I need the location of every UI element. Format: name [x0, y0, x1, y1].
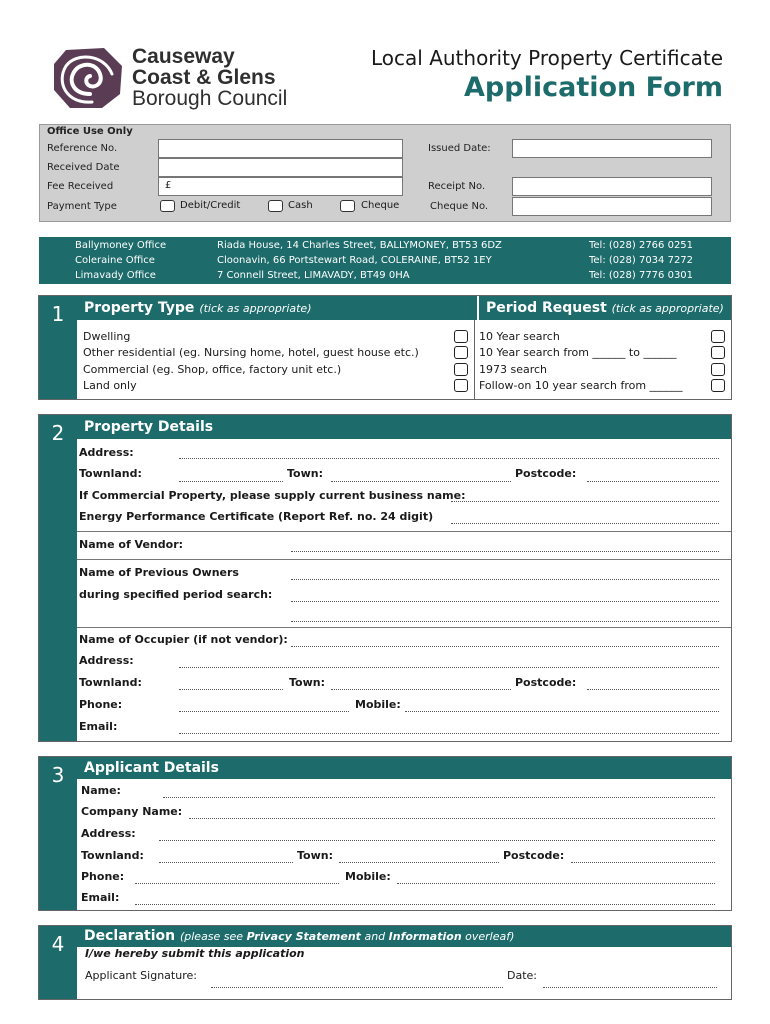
applicant-address-line[interactable] — [159, 840, 715, 841]
section-number: 2 — [39, 415, 77, 741]
period-request-hint: (tick as appropriate) — [611, 302, 724, 315]
postcode-line[interactable] — [587, 481, 719, 482]
applicant-email-line[interactable] — [135, 904, 715, 905]
section-property-details — [38, 414, 732, 742]
occupier-phone-line[interactable] — [179, 711, 349, 712]
commercial-checkbox[interactable] — [454, 363, 468, 376]
council-name-line1: Causeway — [132, 45, 235, 68]
occupier-phone-label: Phone: — [79, 698, 123, 711]
other-residential-checkbox[interactable] — [454, 346, 468, 359]
council-logo-mark — [52, 46, 124, 110]
business-name-line[interactable] — [451, 501, 719, 502]
section-declaration — [38, 925, 732, 1000]
received-date-field[interactable] — [158, 158, 403, 177]
occupier-mobile-line[interactable] — [405, 711, 719, 712]
office-addresses — [217, 238, 502, 283]
office-phone: Tel: (028) 2766 0251 — [589, 240, 694, 251]
cheque-checkbox[interactable] — [340, 200, 355, 212]
office-address: 7 Connell Street, LIMAVADY, BT49 0HA — [217, 270, 410, 281]
occupier-address-label: Address: — [79, 654, 134, 667]
town-line[interactable] — [331, 481, 511, 482]
form-title: Application Form — [464, 72, 723, 103]
declaration-header — [77, 926, 731, 947]
applicant-townland-label: Townland: — [81, 849, 144, 862]
occupier-label: Name of Occupier (if not vendor): — [79, 633, 288, 646]
applicant-phone-line[interactable] — [135, 883, 339, 884]
commercial-label: If Commercial Property, please supply current business name: — [79, 489, 466, 502]
occupier-line[interactable] — [291, 646, 719, 647]
applicant-address-label: Address: — [81, 827, 136, 840]
section-applicant-details — [38, 756, 732, 911]
cheque-label: Cheque — [361, 200, 400, 211]
applicant-mobile-label: Mobile: — [345, 870, 391, 883]
office-phone: Tel: (028) 7776 0301 — [589, 270, 694, 281]
applicant-postcode-label: Postcode: — [503, 849, 565, 862]
council-name — [132, 46, 287, 109]
fee-received-field[interactable] — [158, 177, 403, 196]
debit-credit-label: Debit/Credit — [180, 200, 241, 211]
office-phone: Tel: (028) 7034 7272 — [589, 255, 694, 266]
section-number: 4 — [39, 926, 77, 999]
property-type-title: Property Type — [84, 300, 195, 316]
office-address: Riada House, 14 Charles Street, BALLYMONEY, BT53 6DZ — [217, 240, 502, 251]
office-name: Limavady Office — [75, 270, 156, 281]
issued-date-field[interactable] — [512, 139, 712, 158]
occupier-address-line[interactable] — [179, 667, 719, 668]
office-name: Ballymoney Office — [75, 240, 167, 251]
search-1973-checkbox[interactable] — [711, 363, 725, 376]
submit-statement: I/we hereby submit this application — [85, 947, 305, 960]
office-use-panel — [39, 124, 731, 222]
office-use-heading: Office Use Only — [47, 126, 133, 137]
epc-label: Energy Performance Certificate (Report Ref. no. 24 digit) — [79, 510, 434, 523]
declaration-title: Declaration — [84, 928, 176, 944]
epc-line[interactable] — [451, 523, 719, 524]
applicant-name-label: Name: — [81, 784, 121, 797]
cheque-no-label: Cheque No. — [430, 201, 489, 212]
cheque-no-field[interactable] — [512, 197, 712, 216]
previous-owners-line[interactable] — [291, 601, 719, 602]
office-address: Cloonavin, 66 Portstewart Road, COLERAINE, BT52 1EY — [217, 255, 492, 266]
applicant-email-label: Email: — [81, 891, 120, 904]
previous-owners-label: Name of Previous Owners — [79, 566, 239, 579]
land-only-checkbox[interactable] — [454, 379, 468, 392]
reference-no-field[interactable] — [158, 139, 403, 158]
section-number: 3 — [39, 757, 77, 910]
declaration-hint: (please see Privacy Statement and Information overleaf) — [179, 930, 515, 943]
applicant-details-header: Applicant Details — [77, 757, 731, 779]
period-request-title: Period Request — [486, 300, 607, 316]
office-name: Coleraine Office — [75, 255, 155, 266]
occupier-postcode-label: Postcode: — [515, 676, 577, 689]
signature-label: Applicant Signature: — [85, 969, 197, 982]
form-subtitle: Local Authority Property Certificate — [371, 46, 723, 70]
address-label: Address: — [79, 446, 134, 459]
received-date-label: Received Date — [47, 162, 120, 173]
applicant-phone-label: Phone: — [81, 870, 125, 883]
fee-received-label: Fee Received — [47, 181, 114, 192]
payment-type-label: Payment Type — [47, 201, 117, 212]
period-option: 10 Year search — [479, 330, 560, 343]
currency-symbol: £ — [165, 180, 172, 191]
property-type-header — [77, 296, 477, 320]
section-number: 1 — [39, 296, 77, 399]
previous-owners-line[interactable] — [291, 621, 719, 622]
vendor-label: Name of Vendor: — [79, 538, 184, 551]
property-type-option: Land only — [83, 379, 137, 392]
townland-line[interactable] — [179, 481, 283, 482]
cash-label: Cash — [288, 200, 313, 211]
dwelling-checkbox[interactable] — [454, 330, 468, 343]
applicant-name-line[interactable] — [163, 797, 715, 798]
vendor-line[interactable] — [291, 551, 719, 552]
townland-label: Townland: — [79, 467, 142, 480]
postcode-label: Postcode: — [515, 467, 577, 480]
debit-credit-checkbox[interactable] — [160, 200, 175, 212]
date-line[interactable] — [543, 987, 717, 988]
signature-line[interactable] — [211, 987, 503, 988]
occupier-town-line[interactable] — [331, 689, 511, 690]
receipt-no-label: Receipt No. — [428, 181, 486, 192]
council-name-line2: Coast & Glens — [132, 66, 276, 89]
property-type-option: Other residential (eg. Nursing home, hotel, guest house etc.) — [83, 346, 419, 359]
occupier-email-line[interactable] — [179, 733, 719, 734]
applicant-townland-line[interactable] — [159, 862, 293, 863]
period-option: 1973 search — [479, 363, 548, 376]
address-line[interactable] — [179, 458, 719, 459]
ten-year-from-checkbox[interactable] — [711, 346, 725, 359]
town-label: Town: — [287, 467, 323, 480]
date-label: Date: — [507, 969, 537, 982]
council-name-line3: Borough Council — [132, 87, 288, 110]
occupier-email-label: Email: — [79, 720, 118, 733]
office-names — [75, 238, 166, 283]
company-name-label: Company Name: — [81, 805, 183, 818]
previous-owners-line[interactable] — [291, 579, 719, 580]
follow-on-checkbox[interactable] — [711, 379, 725, 392]
occupier-postcode-line[interactable] — [587, 689, 719, 690]
company-name-line[interactable] — [189, 818, 715, 819]
period-option: 10 Year search from ______ to ______ — [479, 346, 677, 359]
period-search-label: during specified period search: — [79, 588, 273, 601]
occupier-town-label: Town: — [289, 676, 325, 689]
council-offices-bar — [39, 237, 731, 284]
property-type-hint: (tick as appropriate) — [199, 302, 312, 315]
applicant-town-label: Town: — [297, 849, 333, 862]
applicant-town-line[interactable] — [339, 862, 499, 863]
applicant-mobile-line[interactable] — [397, 883, 715, 884]
cash-checkbox[interactable] — [268, 200, 283, 212]
office-phones — [589, 238, 693, 283]
issued-date-label: Issued Date: — [428, 143, 491, 154]
applicant-postcode-line[interactable] — [571, 862, 715, 863]
property-type-option: Commercial (eg. Shop, office, factory unit etc.) — [83, 363, 342, 376]
period-option: Follow-on 10 year search from ______ — [479, 379, 683, 392]
property-details-header: Property Details — [77, 415, 731, 439]
section-property-type — [38, 295, 732, 400]
period-request-header — [479, 296, 731, 320]
property-type-option: Dwelling — [83, 330, 131, 343]
occupier-mobile-label: Mobile: — [355, 698, 401, 711]
occupier-townland-line[interactable] — [179, 689, 283, 690]
reference-no-label: Reference No. — [47, 143, 118, 154]
ten-year-search-checkbox[interactable] — [711, 330, 725, 343]
occupier-townland-label: Townland: — [79, 676, 142, 689]
receipt-no-field[interactable] — [512, 177, 712, 196]
